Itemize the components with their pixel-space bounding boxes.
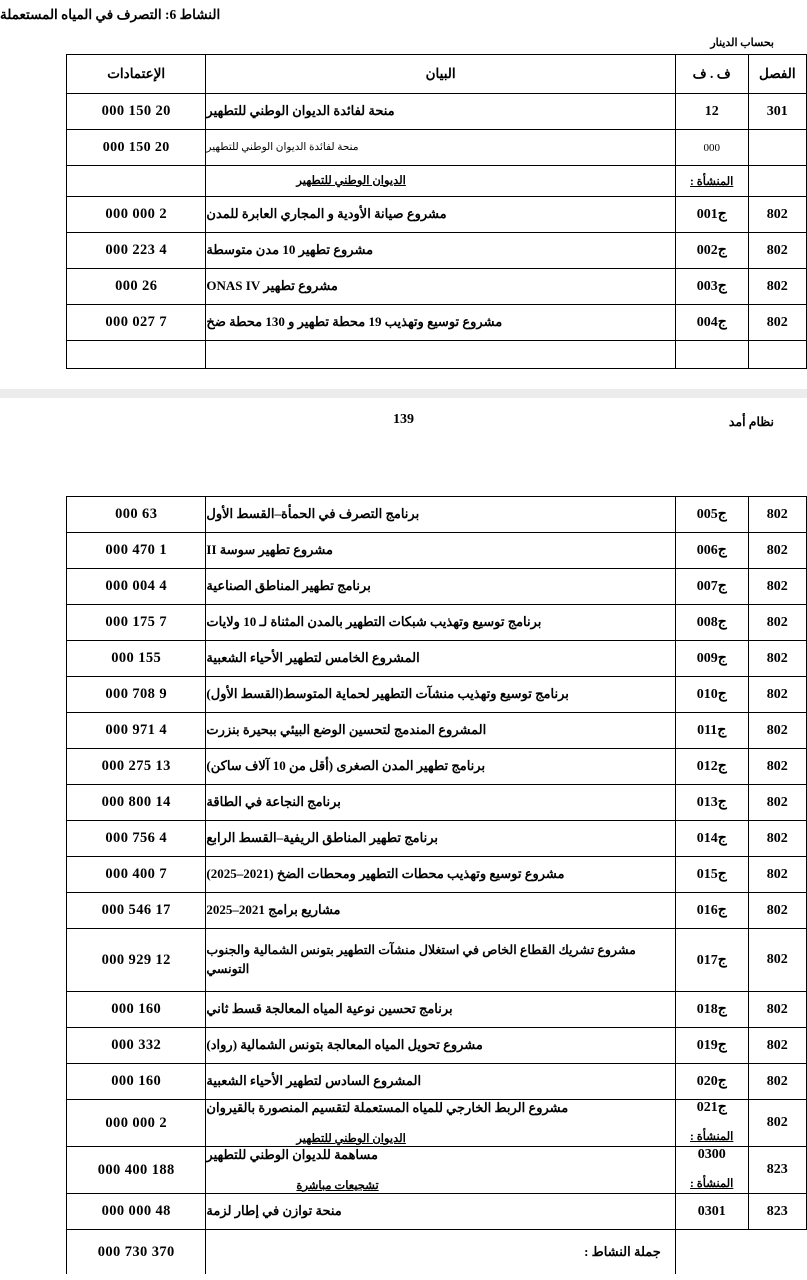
- cell-designation: برنامج توسيع وتهذيب شبكات التطهير بالمدن المثناة لـ 10 ولايات: [206, 605, 675, 641]
- cell-amount: [67, 166, 206, 197]
- cell-designation: مشروع تطهير سوسة II: [206, 533, 675, 569]
- cell-ff: 0301: [675, 1194, 748, 1230]
- cell-amount: 9 708 000: [67, 677, 206, 713]
- table-row: [67, 1100, 807, 1147]
- cell-chapter: 802: [748, 677, 806, 713]
- cell-designation: منحة لفائدة الديوان الوطني للتطهير: [206, 94, 675, 130]
- ff-code: 0300: [697, 1147, 726, 1163]
- table-row: [67, 785, 807, 821]
- cell-chapter: [748, 1230, 806, 1275]
- cell-ff: ج005: [675, 497, 748, 533]
- cell-ff: ج009: [675, 641, 748, 677]
- cell-ff: ج010: [675, 677, 748, 713]
- cell-chapter: 802: [748, 1064, 806, 1100]
- column-header-ff: ف . ف: [675, 55, 748, 94]
- cell-designation: مشروع تشريك القطاع الخاص في استغلال منشآت التطهير بتونس الشمالية والجنوب التونسي: [206, 929, 675, 992]
- cell-ff: ج020: [675, 1064, 748, 1100]
- cell-ff: ج018: [675, 992, 748, 1028]
- cell-chapter: 802: [748, 269, 806, 305]
- cell-ff: [675, 1147, 748, 1194]
- cell-chapter: 823: [748, 1147, 806, 1194]
- cell-chapter: 301: [748, 94, 806, 130]
- cell-chapter: 802: [748, 929, 806, 992]
- cell-amount: 160 000: [67, 1064, 206, 1100]
- cell-ff: ج004: [675, 305, 748, 341]
- page-top-margin: [0, 444, 807, 496]
- cell-ff: ج016: [675, 893, 748, 929]
- cell-ff: 000: [675, 130, 748, 166]
- table-row: [67, 713, 807, 749]
- cell-chapter: [748, 341, 806, 369]
- cell-ff: ج001: [675, 197, 748, 233]
- cell-amount: 20 150 000: [67, 94, 206, 130]
- system-label: نظام أمد: [728, 415, 774, 429]
- table-row: [67, 641, 807, 677]
- page-number: 139: [393, 412, 414, 427]
- cell-ff: ج003: [675, 269, 748, 305]
- table-row: [67, 749, 807, 785]
- cell-amount: 7 175 000: [67, 605, 206, 641]
- table-row: [67, 677, 807, 713]
- cell-chapter: 802: [748, 857, 806, 893]
- table-header-row: [67, 55, 807, 94]
- cell-amount: 12 929 000: [67, 929, 206, 992]
- page-title: النشاط 6: التصرف في المياه المستعملة: [0, 7, 221, 22]
- table-row: [67, 497, 807, 533]
- cell-designation: برنامج تحسين نوعية المياه المعالجة قسط ثاني: [206, 992, 675, 1028]
- cell-chapter: 802: [748, 785, 806, 821]
- cell-designation: برنامج تطهير المدن الصغرى (أقل من 10 آلاف ساكن): [206, 749, 675, 785]
- cell-chapter: 802: [748, 497, 806, 533]
- cell-chapter: 802: [748, 641, 806, 677]
- cell-ff: ج002: [675, 233, 748, 269]
- cell-amount: 160 000: [67, 992, 206, 1028]
- cell-designation: مشروع تحويل المياه المعالجة بتونس الشمالية (رواد): [206, 1028, 675, 1064]
- cell-ff: ج019: [675, 1028, 748, 1064]
- cell-designation: مشروع تطهير 10 مدن متوسطة: [206, 233, 675, 269]
- cell-designation: مشروع تطهير ONAS IV: [206, 269, 675, 305]
- cell-chapter: 802: [748, 605, 806, 641]
- table-row: [67, 94, 807, 130]
- cell-amount: 14 800 000: [67, 785, 206, 821]
- cell-amount: 4 223 000: [67, 233, 206, 269]
- cell-chapter: 802: [748, 749, 806, 785]
- column-header-designation: البيان: [206, 55, 675, 94]
- institution-prefix-label: المنشأة :: [690, 176, 734, 188]
- cell-designation: المشروع المندمج لتحسين الوضع البيئي ببحيرة بنزرت: [206, 713, 675, 749]
- page-footer: [0, 398, 807, 444]
- cell-ff: 12: [675, 94, 748, 130]
- table-row: [67, 821, 807, 857]
- cell-designation: [206, 166, 675, 197]
- table-row: [67, 1194, 807, 1230]
- cell-ff: [675, 1230, 748, 1275]
- cell-chapter: 823: [748, 1194, 806, 1230]
- cell-ff: ج011: [675, 713, 748, 749]
- cell-ff: ج015: [675, 857, 748, 893]
- cell-chapter: [748, 130, 806, 166]
- cell-designation: [206, 341, 675, 369]
- cell-designation: برنامج النجاعة في الطاقة: [206, 785, 675, 821]
- cell-designation: برنامج تطهير المناطق الصناعية: [206, 569, 675, 605]
- table-row: [67, 130, 807, 166]
- cell-ff: ج012: [675, 749, 748, 785]
- activity-total-row: [67, 1230, 807, 1275]
- cell-chapter: 802: [748, 569, 806, 605]
- cell-amount: 4 756 000: [67, 821, 206, 857]
- cell-amount: 188 400 000: [67, 1147, 206, 1194]
- cell-chapter: 802: [748, 713, 806, 749]
- cell-ff: ج017: [675, 929, 748, 992]
- cell-amount: 155 000: [67, 641, 206, 677]
- column-header-amount: الإعتمادات: [67, 55, 206, 94]
- cell-amount: 48 000 000: [67, 1194, 206, 1230]
- cell-amount: 13 275 000: [67, 749, 206, 785]
- cell-ff: ج013: [675, 785, 748, 821]
- cell-chapter: 802: [748, 533, 806, 569]
- cell-ff: ج008: [675, 605, 748, 641]
- currency-unit-note: بحساب الدينار: [710, 37, 774, 49]
- institution-name-label: الديوان الوطني للتطهير: [296, 1132, 406, 1145]
- cell-designation: برنامج التصرف في الحمأة–القسط الأول: [206, 497, 675, 533]
- cell-designation: المشروع السادس لتطهير الأحياء الشعبية: [206, 1064, 675, 1100]
- cell-amount: 17 546 000: [67, 893, 206, 929]
- designation-text: مشروع الربط الخارجي للمياه المستعملة لتقسيم المنصورة بالقيروان: [206, 1100, 569, 1116]
- cell-chapter: 802: [748, 1028, 806, 1064]
- cell-ff: ج007: [675, 569, 748, 605]
- cell-designation: مشروع توسيع وتهذيب 19 محطة تطهير و 130 محطة ضخ: [206, 305, 675, 341]
- cell-designation: المشروع الخامس لتطهير الأحياء الشعبية: [206, 641, 675, 677]
- cell-amount: 20 150 000: [67, 130, 206, 166]
- institution-name-label: الديوان الوطني للتطهير: [296, 174, 406, 187]
- cell-designation: منحة توازن في إطار لزمة: [206, 1194, 675, 1230]
- budget-table-part1: [66, 54, 807, 369]
- table-row-spacer: [67, 341, 807, 369]
- table-row: [67, 1028, 807, 1064]
- table-row: [67, 1064, 807, 1100]
- cell-amount: 4 004 000: [67, 569, 206, 605]
- cell-amount: 1 470 000: [67, 533, 206, 569]
- institution-name-label: تشجيعات مباشرة: [296, 1179, 379, 1192]
- page-separator: [0, 389, 807, 398]
- cell-chapter: 802: [748, 1100, 806, 1147]
- table-row: [67, 992, 807, 1028]
- cell-chapter: 802: [748, 305, 806, 341]
- cell-total-amount: 370 730 000: [67, 1230, 206, 1275]
- ff-code: ج021: [696, 1100, 727, 1116]
- cell-ff: [675, 166, 748, 197]
- cell-designation: منحة لفائدة الديوان الوطني للتطهير: [206, 130, 675, 166]
- table-row: [67, 857, 807, 893]
- institution-prefix-label: المنشأة :: [690, 1131, 734, 1143]
- table-row: [67, 929, 807, 992]
- cell-ff: ج014: [675, 821, 748, 857]
- table-row: [67, 569, 807, 605]
- institution-prefix-label: المنشأة :: [690, 1178, 734, 1190]
- cell-chapter: 802: [748, 992, 806, 1028]
- designation-text: مساهمة للديوان الوطني للتطهير: [206, 1147, 378, 1163]
- cell-designation: مشروع صيانة الأودية و المجاري العابرة للمدن: [206, 197, 675, 233]
- table-row: [67, 269, 807, 305]
- table-row: [67, 166, 807, 197]
- table-row: [67, 233, 807, 269]
- table-row: [67, 533, 807, 569]
- cell-designation: مشاريع برامج 2021–2025: [206, 893, 675, 929]
- cell-designation: مشروع توسيع وتهذيب محطات التطهير ومحطات الضخ (2021–2025): [206, 857, 675, 893]
- cell-amount: 2 000 000: [67, 1100, 206, 1147]
- table-row: [67, 605, 807, 641]
- cell-amount: 332 000: [67, 1028, 206, 1064]
- cell-amount: 26 000: [67, 269, 206, 305]
- cell-amount: 63 000: [67, 497, 206, 533]
- table-row: [67, 197, 807, 233]
- cell-chapter: [748, 166, 806, 197]
- column-header-chapter: الفصل: [748, 55, 806, 94]
- cell-ff: [675, 1100, 748, 1147]
- cell-chapter: 802: [748, 197, 806, 233]
- cell-designation: [206, 1147, 675, 1194]
- cell-amount: 7 400 000: [67, 857, 206, 893]
- cell-designation: [206, 1100, 675, 1147]
- table-row: [67, 1147, 807, 1194]
- cell-ff: [675, 341, 748, 369]
- cell-chapter: 802: [748, 893, 806, 929]
- cell-amount: 4 971 000: [67, 713, 206, 749]
- table-row: [67, 893, 807, 929]
- cell-amount: 2 000 000: [67, 197, 206, 233]
- cell-designation: برنامج تطهير المناطق الريفية–القسط الرابع: [206, 821, 675, 857]
- cell-designation: برنامج توسيع وتهذيب منشآت التطهير لحماية المتوسط(القسط الأول): [206, 677, 675, 713]
- cell-amount: [67, 341, 206, 369]
- budget-table-part2: [66, 496, 807, 1274]
- cell-chapter: 802: [748, 821, 806, 857]
- table-row: [67, 305, 807, 341]
- cell-chapter: 802: [748, 233, 806, 269]
- cell-total-label: جملة النشاط :: [206, 1230, 675, 1275]
- cell-ff: ج006: [675, 533, 748, 569]
- cell-amount: 7 027 000: [67, 305, 206, 341]
